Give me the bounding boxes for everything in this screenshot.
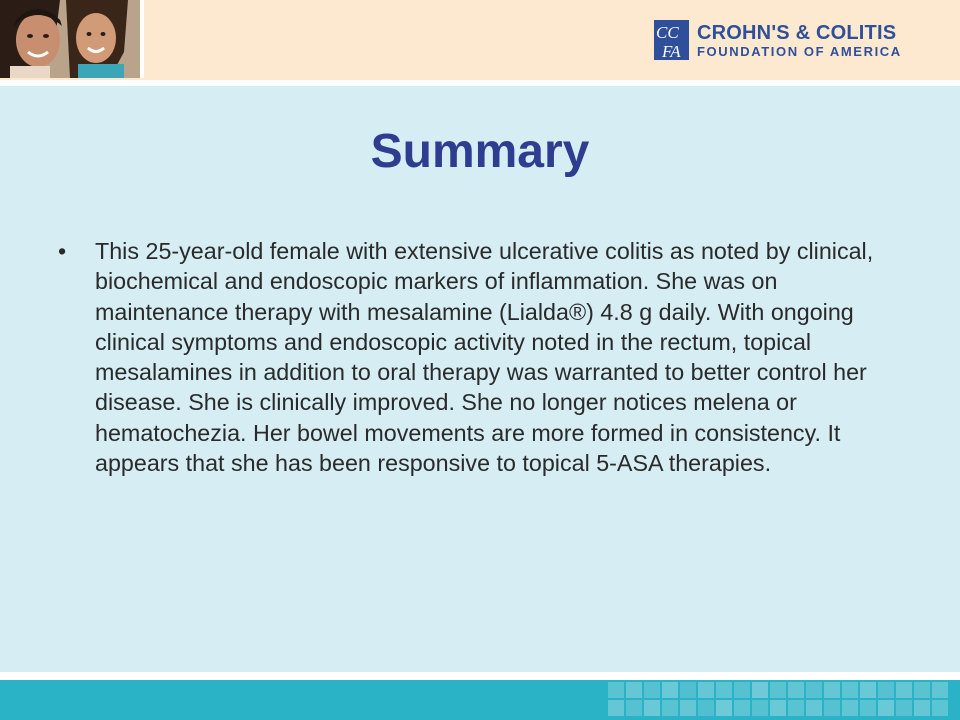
- summary-list: [58, 236, 908, 478]
- footer-band: [0, 680, 960, 720]
- logo-name-line1: CROHN'S & COLITIS: [697, 22, 897, 44]
- ccfa-monogram-icon: [654, 20, 689, 60]
- bullet-icon: •: [58, 238, 67, 264]
- mother-daughter-photo-icon: [0, 0, 144, 78]
- summary-text: This 25-year-old female with extensive ulcerative colitis as noted by clinical, biochemical and endoscopic markers of inflammation. She was on maintenance therapy with mesalamine (Lialda®) 4.8 g daily. With ongoing clinical symptoms and endoscopic activity noted in the rectum, topical mesalamines in addition to oral therapy was warranted to better control her disease. She is clinically improved. She no longer notices melena or hematochezia. Her bowel movements are more formed in consistency. It appears that she has been responsive to topical 5-ASA therapies.: [95, 238, 874, 477]
- footer-divider: [0, 672, 960, 680]
- summary-bullet: [58, 236, 908, 478]
- logo-name-line2: FOUNDATION OF AMERICA: [697, 44, 902, 59]
- slide-title: Summary: [370, 125, 590, 178]
- ccfa-logo[interactable]: [654, 20, 924, 62]
- svg-text:CC: CC: [656, 23, 679, 42]
- header-band: [0, 0, 960, 80]
- svg-text:FA: FA: [662, 42, 681, 60]
- header-divider: [0, 80, 960, 86]
